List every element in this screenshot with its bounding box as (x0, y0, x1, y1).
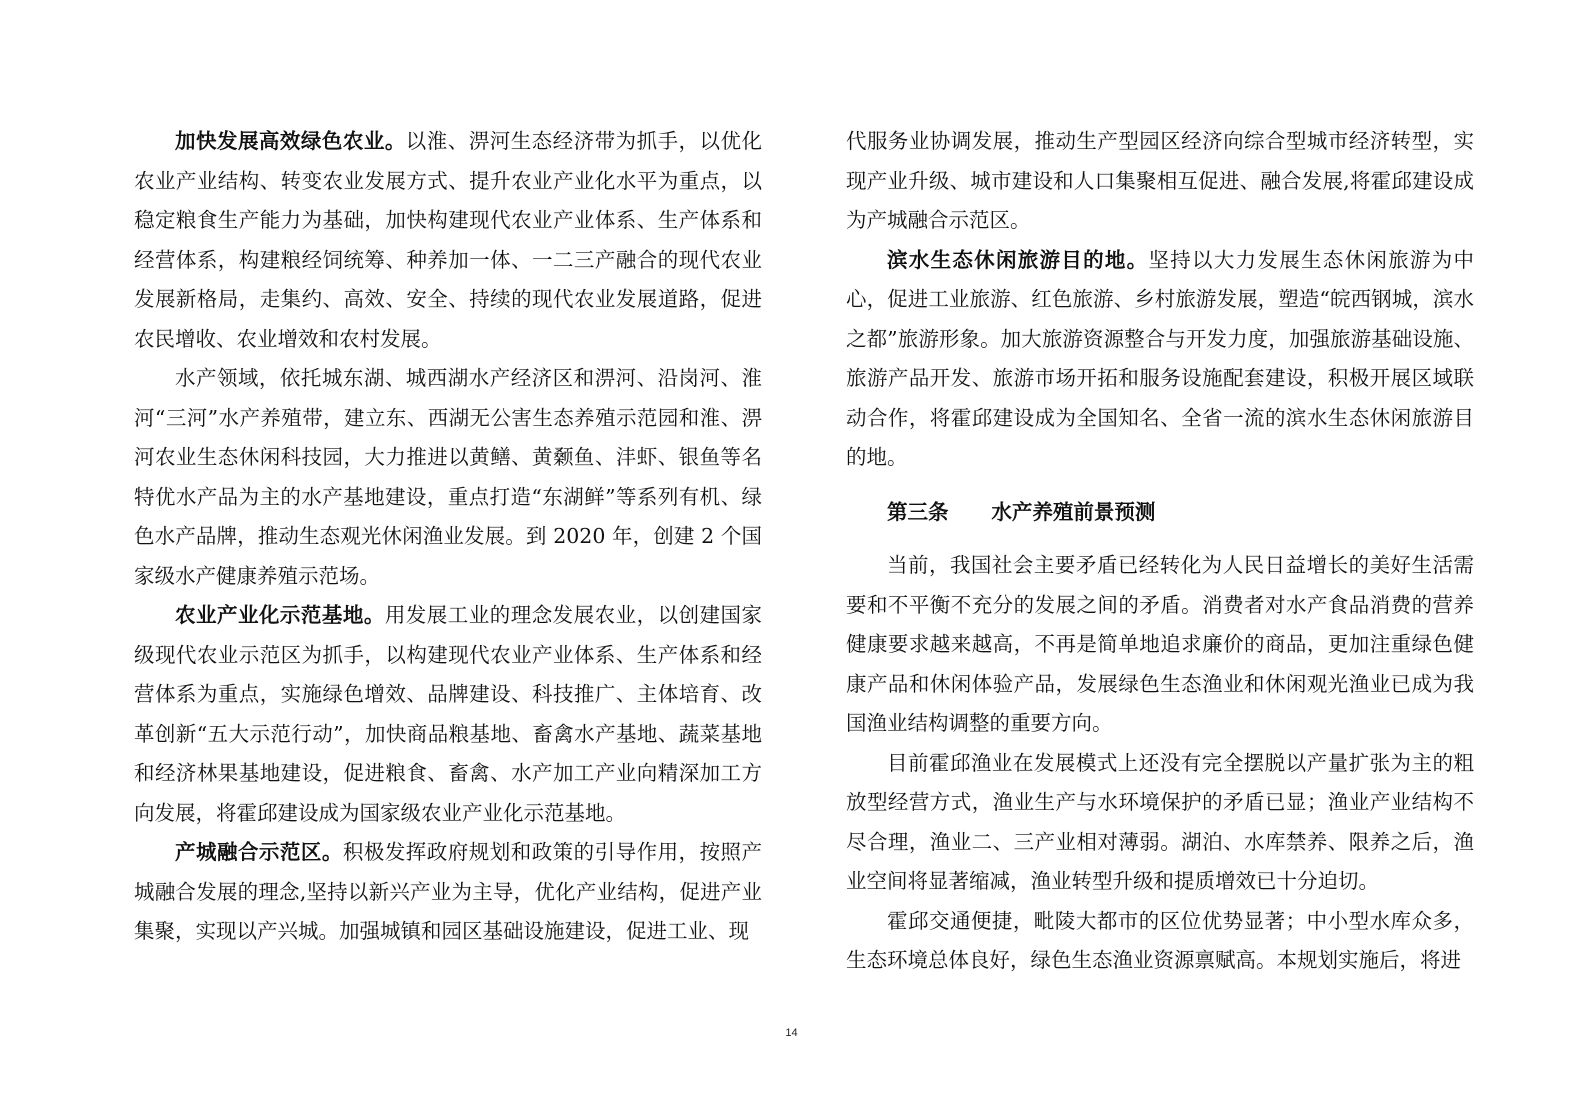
paragraph-industry-city-integration (134, 833, 762, 952)
paragraph-aquatic-field (134, 359, 762, 596)
left-column (134, 122, 762, 952)
page-number: 14 (785, 1027, 798, 1039)
paragraph-waterfront-tourism (846, 241, 1474, 478)
paragraph-text: 霍邱交通便捷，毗陵大都市的区位优势显著；中小型水库众多，生态环境总体良好，绿色生态渔业资源禀赋高。本规划实施后，将进 (846, 908, 1474, 972)
paragraph-lead: 滨水生态休闲旅游目的地。 (887, 247, 1149, 272)
right-column (846, 122, 1474, 981)
paragraph-text: 用发展工业的理念发展农业，以创建国家级现代农业示范区为抓手，以构建现代农业产业体系、生产体系和经营体系为重点，实施绿色增效、品牌建设、科技推广、主体培育、改革创新“五大示范行动”，加快商品粮基地、畜禽水产基地、蔬菜基地和经济林果基地建设，促进粮食、畜禽、水产加工产业向精深加工方向发展，将霍邱建设成为国家级农业产业化示范基地。 (134, 603, 763, 825)
paragraph-text: 以淮、淠河生态经济带为抓手，以优化农业产业结构、转变农业发展方式、提升农业产业化水平为重点，以稳定粮食生产能力为基础，加快构建现代农业产业体系、生产体系和经营体系，构建粮经饲统筹、种养加一体、一二三产融合的现代农业发展新格局，走集约、高效、安全、持续的现代农业发展道路，促进农民增收、农业增效和农村发展。 (134, 129, 762, 351)
paragraph-industrialization-base (134, 596, 762, 833)
paragraph-text: 当前，我国社会主要矛盾已经转化为人民日益增长的美好生活需要和不平衡不充分的发展之间的矛盾。消费者对水产食品消费的营养健康要求越来越高，不再是简单地追求廉价的商品，更加注重绿色健康产品和休闲体验产品，发展绿色生态渔业和休闲观光渔业已成为我国渔业结构调整的重要方向。 (846, 553, 1474, 735)
paragraph-location-advantage (846, 902, 1474, 981)
paragraph-lead: 农业产业化示范基地。 (175, 603, 385, 627)
paragraph-lead: 加快发展高效绿色农业。 (175, 129, 406, 153)
section-heading: 第三条 水产养殖前景预测 (887, 499, 1156, 524)
paragraph-lead: 产城融合示范区。 (175, 840, 343, 864)
paragraph-fishery-development-mode (846, 744, 1474, 902)
paragraph-text: 水产领域，依托城东湖、城西湖水产经济区和淠河、沿岗河、淮河“三河”水产养殖带，建立东、西湖无公害生态养殖示范园和淮、淠河农业生态休闲科技园，大力推进以黄鳝、黄颡鱼、沣虾、银鱼等名特优水产品为主的水产基地建设，重点打造“东湖鲜”等系列有机、绿色水产品牌，推动生态观光休闲渔业发展。到 2020 年，创建 2 个国家级水产健康养殖示范场。 (134, 366, 762, 588)
paragraph-efficient-green-agriculture (134, 122, 762, 359)
paragraph-continuation (846, 122, 1474, 241)
paragraph-current-situation (846, 546, 1474, 744)
paragraph-text: 代服务业协调发展，推动生产型园区经济向综合型城市经济转型，实现产业升级、城市建设和人口集聚相互促进、融合发展,将霍邱建设成为产城融合示范区。 (846, 129, 1474, 232)
paragraph-text: 积极发挥政府规划和政策的引导作用，按照产城融合发展的理念,坚持以新兴产业为主导，优化产业结构，促进产业集聚，实现以产兴城。加强城镇和园区基础设施建设，促进工业、现 (134, 840, 763, 943)
paragraph-text: 目前霍邱渔业在发展模式上还没有完全摆脱以产量扩张为主的粗放型经营方式，渔业生产与水环境保护的矛盾已显；渔业产业结构不尽合理，渔业二、三产业相对薄弱。湖泊、水库禁养、限养之后，渔业空间将显著缩减，渔业转型升级和提质增效已十分迫切。 (846, 750, 1474, 893)
paragraph-text: 坚持以大力发展生态休闲旅游为中心，促进工业旅游、红色旅游、乡村旅游发展，塑造“皖西钢城，滨水之都”旅游形象。加大旅游资源整合与开发力度，加强旅游基础设施、旅游产品开发、旅游市场开拓和服务设施配套建设，积极开展区域联动合作，将霍邱建设成为全国知名、全省一流的滨水生态休闲旅游目的地。 (846, 247, 1475, 469)
